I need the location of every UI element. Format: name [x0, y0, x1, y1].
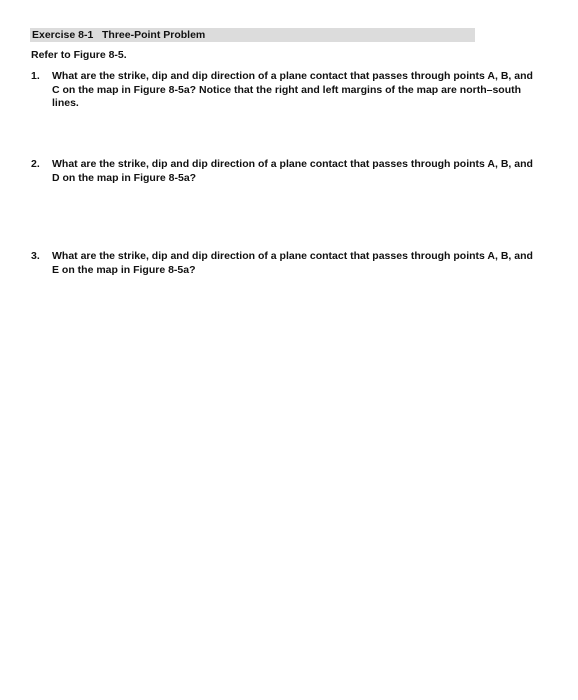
question-number: 1.: [31, 70, 40, 82]
exercise-number: Exercise 8-1: [32, 29, 94, 41]
intro-text: Refer to Figure 8-5.: [31, 49, 127, 61]
exercise-header: [30, 28, 475, 42]
question-number: 2.: [31, 158, 40, 170]
question-1: [31, 70, 541, 111]
exercise-title: Three-Point Problem: [102, 29, 206, 41]
question-number: 3.: [31, 250, 40, 262]
question-3: [31, 250, 541, 277]
question-text: What are the strike, dip and dip direction of a plane contact that passes through points A, B, and D on the map in Figure 8-5a?: [52, 158, 533, 184]
question-text: What are the strike, dip and dip direction of a plane contact that passes through points A, B, and E on the map in Figure 8-5a?: [52, 250, 533, 276]
question-text: What are the strike, dip and dip direction of a plane contact that passes through points A, B, and C on the map in Figure 8-5a? Notice that the right and left margins of the map are north–south lines.: [52, 70, 533, 109]
question-2: [31, 158, 541, 185]
